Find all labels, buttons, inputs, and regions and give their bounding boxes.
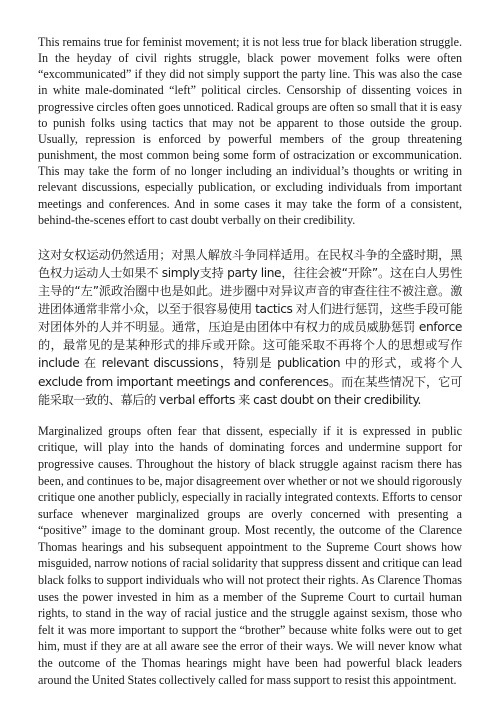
paragraph-english-2: Marginalized groups often fear that dissent, especially if it is expressed in public critique, will play into the hands of dominating forces and undermine support for progressive causes. Throughout the history of black struggle against racism there has been, and continues to be, major disagreement over whether or not we should rigorously critique one another publicly, especially in racially integrated contexts. Efforts to censor surface whenever marginalized groups are overly concerned with presenting a “positive” image to the dominant group. Most recently, the outcome of the Clarence Thomas hearings and his subsequent appointment to the Supreme Court shows how misguided, narrow notions of racial solidarity that suppress dissent and critique can lead black folks to support individuals who will not protect their rights. As Clarence Thomas uses the power invested in him as a member of the Supreme Court to curtail human rights, to stand in the way of racial justice and the struggle against sexism, those who felt it was more important to support the “brother” because white folks were out to get him, must if they are at all aware see the error of their ways. We will never know what the outcome of the Thomas hearings might have been had powerful black leaders around the United States collectively called for mass support to resist this appointment.	[38, 423, 462, 687]
document-page	[38, 34, 462, 688]
paragraph-chinese-translation: 这对女权运动仍然适用；对黑人解放斗争同样适用。在民权斗争的全盛时期，黑色权力运动人士如果不 simply支持 party line，往往会被“开除”。这在白人男性主导的“左”派政治圈中也是如此。进步圈中对异议声音的审查往往不被注意。激进团体通常非常小众，以至于很容易使用 tactics 对人们进行惩罚，这些手段可能对团体外的人并不明显。通常，压迫是由团体中有权力的成员威胁惩罚 enforce 的，最常见的是某种形式的排斥或开除。这可能采取不再将个人的思想或写作 include 在 relevant discussions，特别是 publication 中的形式，或将个人 exclude from important meetings and conferences。而在某些情况下，它可能采取一致的、幕后的 verbal efforts 来 cast doubt on their credibility.	[38, 247, 462, 407]
paragraph-english-1: This remains true for feminist movement; it is not less true for black liberation struggle. In the heyday of civil rights struggle, black power movement folks were often “excommunicated” if they did not simply support the party line. This was also the case in white male-dominated “left” political circles. Censorship of dissenting voices in progressive circles often goes unnoticed. Radical groups are often so small that it is easy to punish folks using tactics that may not be apparent to those outside the group. Usually, repression is enforced by powerful members of the group threatening punishment, the most common being some form of ostracization or excommunication. This may take the form of no longer including an individual’s thoughts or writing in relevant discussions, especially publication, or excluding individuals from important meetings and conferences. And in some cases it may take the form of a consistent, behind-the-scenes effort to cast doubt verbally on their credibility.	[38, 35, 463, 227]
